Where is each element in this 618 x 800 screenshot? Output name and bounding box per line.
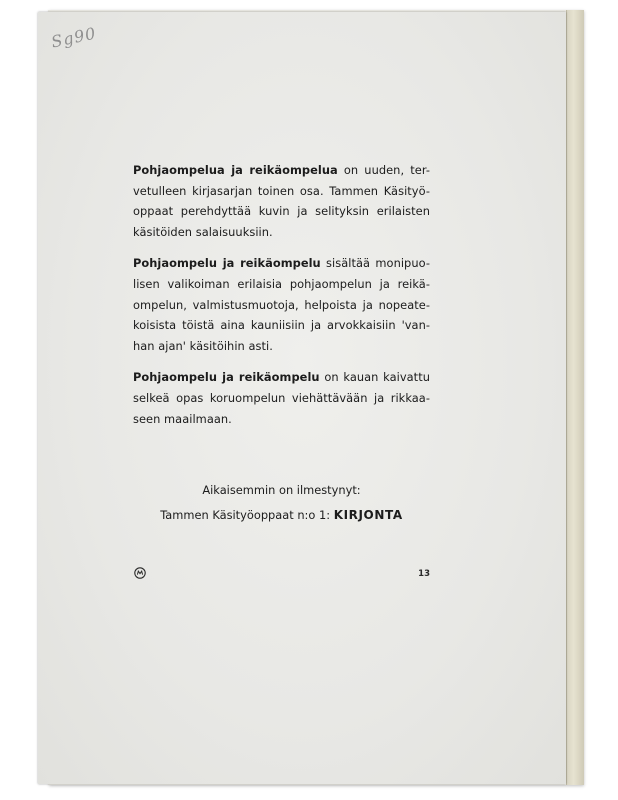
page-number: 13 (418, 569, 430, 579)
book-title-emphasis: Pohjaompelu ja reikäompelu (133, 370, 320, 385)
text-run: han ajan' käsitöihin asti. (133, 338, 273, 353)
text-line (133, 160, 430, 181)
text-run: sisältää monipuo- (320, 256, 430, 271)
body-text (133, 160, 430, 429)
series-title: KIRJONTA (333, 508, 403, 522)
handwritten-pencil-note: Sg90 (49, 23, 99, 52)
text-line (133, 201, 430, 222)
series-line (133, 503, 430, 528)
book-title-emphasis: Pohjaompelua ja reikäompelua (133, 163, 338, 177)
publisher-logo-icon (134, 567, 146, 579)
text-line (133, 274, 430, 295)
text-line (133, 181, 430, 202)
text-run: vetulleen kirjasarjan toinen osa. Tammen Käsityö- (133, 183, 430, 198)
text-run: koisista töistä aina kauniisiin ja arvokkaisiin 'van- (133, 318, 430, 333)
text-run: käsitöiden salaisuuksiin. (133, 224, 273, 239)
text-line (133, 367, 430, 388)
paragraph (133, 367, 430, 429)
paragraph (133, 253, 430, 356)
book-title-emphasis: Pohjaompelu ja reikäompelu (133, 256, 321, 271)
text-line (133, 253, 430, 274)
text-run: on kauan kaivattu (319, 370, 430, 385)
text-run: seen maailmaan. (133, 411, 232, 426)
series-text: Tammen Käsityöoppaat n:o 1: (160, 508, 334, 522)
text-line (133, 388, 430, 409)
previously-heading: Aikaisemmin on ilmestynyt: (202, 483, 361, 497)
paragraph (133, 160, 430, 242)
text-run: oppaat perehdyttää kuvin ja selityksin erilaisten (133, 204, 430, 219)
text-run: ompelun, valmistusmuotoja, helpoista ja nopeate- (133, 297, 430, 312)
text-line (133, 222, 430, 243)
text-line (133, 336, 430, 357)
text-line (133, 295, 430, 316)
text-run: lisen valikoiman erilaisia pohjaompelun ja reikä- (133, 276, 430, 291)
previously-published (133, 478, 430, 528)
text-line (133, 409, 430, 430)
page-edge (566, 10, 584, 785)
text-run: selkeä opas koruompelun viehättävään ja rikkaa- (133, 390, 430, 405)
text-line (133, 315, 430, 336)
text-run: on uuden, ter- (337, 163, 430, 177)
